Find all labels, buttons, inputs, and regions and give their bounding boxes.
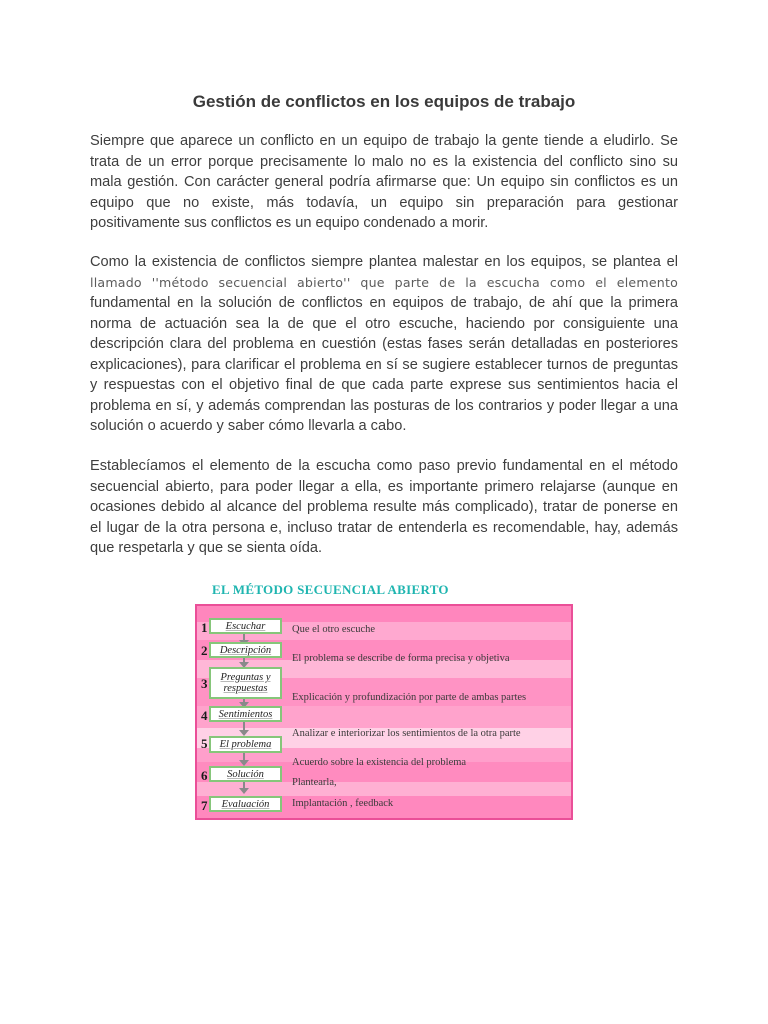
method-diagram: [195, 604, 573, 820]
step-box-sentimientos: Sentimientos: [209, 706, 282, 722]
step-description: Que el otro escuche: [292, 624, 376, 635]
step-description: Explicación y profundización por parte de ambas partes: [292, 692, 527, 703]
step-box-evaluacion: Evaluación: [209, 796, 282, 812]
step-description: El problema se describe de forma precisa y objetiva: [292, 653, 510, 664]
step-box-descripcion: Descripción: [209, 642, 282, 658]
step-number: 4: [201, 708, 208, 723]
step-number: 3: [201, 676, 208, 691]
step-box-preguntas: Preguntas y respuestas: [209, 667, 282, 699]
down-arrow-icon: [243, 752, 245, 761]
step-description: Analizar e interiorizar los sentimientos de la otra parte: [292, 728, 521, 739]
paragraph-method: [90, 252, 678, 437]
step-number: 2: [201, 643, 208, 658]
paragraph-method-start: Como la existencia de conflictos siempre plantea malestar en los equipos, se plantea el: [90, 254, 678, 270]
step-description: Implantación , feedback: [292, 798, 394, 809]
diagram-title: EL MÉTODO SECUENCIAL ABIERTO: [212, 582, 449, 597]
step-number: 7: [201, 798, 208, 813]
step-number: 5: [201, 736, 208, 751]
paragraph-intro: Siempre que aparece un conflicto en un equipo de trabajo la gente tiende a eludirlo. Se trata de un error porque precisamente lo malo no es la existencia del conflicto sino su mala gestión. Con carácter general podría afirmarse que: Un equipo sin conflictos es un equipo que no existe, más todavía, un equipo sin preparación para gestionar positivamente sus conflictos es un equipo condenado a morir.: [90, 133, 678, 231]
paragraph-method-highlight: llamado ''método secuencial abierto'' que parte de la escucha como el elemento: [90, 274, 678, 290]
step-box-problema: El problema: [209, 736, 282, 753]
step-description: Plantearla,: [292, 777, 337, 788]
paragraph-listening: Establecíamos el elemento de la escucha como paso previo fundamental en el método secuencial abierto, para poder llegar a ella, es importante primero relajarse (aunque en ocasiones debido al alcance del problema resulte más complicado), tratar de ponerse en el lugar de la otra persona e, incluso tratar de entenderla es recomendable, hay, además que respetarla y que se sienta oída.: [90, 458, 678, 556]
down-arrow-icon: [243, 633, 245, 641]
step-number: 6: [201, 768, 208, 783]
step-description: Acuerdo sobre la existencia del problema: [292, 757, 467, 768]
step-number: 1: [201, 620, 208, 635]
step-box-escuchar: Escuchar: [209, 618, 282, 634]
page-title: Gestión de conflictos en los equipos de trabajo: [192, 92, 576, 111]
step-box-solucion: Solución: [209, 766, 282, 782]
paragraph-method-end: fundamental en la solución de conflictos en equipos de trabajo, de ahí que la primera norma de actuación sea la de que el otro escuche, haciendo por consiguiente una descripción clara del problema en cuestión (estas fases serán detalladas en posteriores explicaciones), para clarificar el problema en sí se sugiere establecer turnos de preguntas y respuestas con el objetivo final de que cada parte exprese sus sentimientos hacia el problema en sí, y además comprendan las posturas de los contrarios y poder llegar a una solución o acuerdo y saber cómo llevarla a cabo.: [90, 295, 678, 434]
